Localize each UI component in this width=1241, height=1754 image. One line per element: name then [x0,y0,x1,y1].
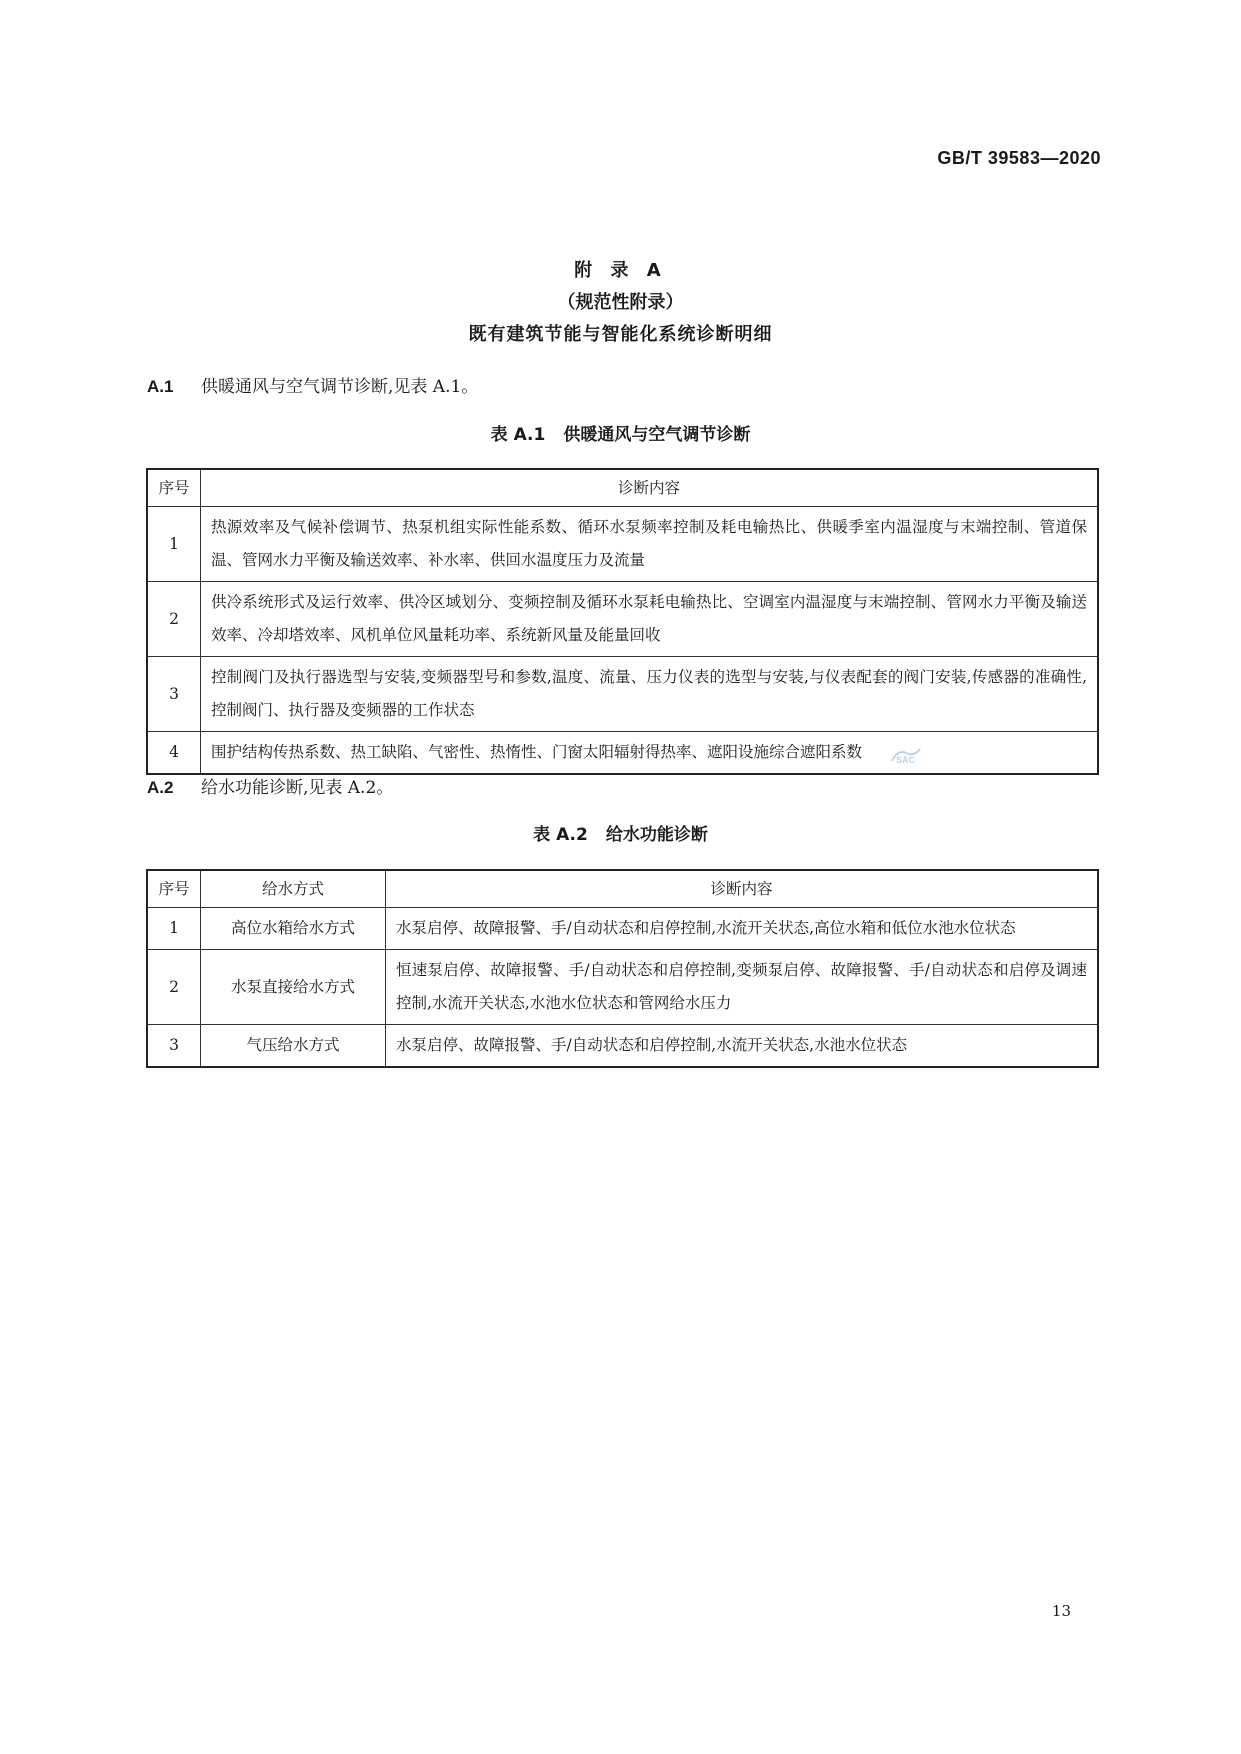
watermark-text: SAC [896,755,916,765]
table-a2-header-no: 序号 [147,870,201,908]
clause-a1-number: A.1 [147,377,174,396]
table-row [147,507,1098,582]
row-content: 水泵启停、故障报警、手/自动状态和启停控制,水流开关状态,高位水箱和低位水池水位状态 [386,908,1099,950]
sac-watermark-icon [890,745,922,765]
table-row [147,657,1098,732]
table-a2-header-mode: 给水方式 [201,870,386,908]
row-content: 水泵启停、故障报警、手/自动状态和启停控制,水流开关状态,水池水位状态 [386,1025,1099,1068]
table-a1-header-content: 诊断内容 [201,469,1099,507]
appendix-name: 既有建筑节能与智能化系统诊断明细 [468,324,773,345]
table-a1-title: 供暖通风与空气调节诊断 [563,425,751,445]
table-a2 [146,869,1099,1068]
row-supply-mode: 气压给水方式 [201,1025,386,1068]
row-content: 控制阀门及执行器选型与安装,变频器型号和参数,温度、流量、压力仪表的选型与安装,与仪表配套的阀门安装,传感器的准确性,控制阀门、执行器及变频器的工作状态 [201,657,1099,732]
table-row [147,908,1098,950]
clause-a1 [147,372,478,397]
row-number: 2 [147,582,201,657]
table-a1-header-row [147,469,1098,507]
table-a1-caption [0,420,1241,445]
table-row [147,950,1098,1025]
table-a2-caption [0,820,1241,845]
row-number: 3 [147,657,201,732]
row-content: 围护结构传热系数、热工缺陷、气密性、热惰性、门窗太阳辐射得热率、遮阳设施综合遮阳系数 [201,732,1099,775]
row-number: 1 [147,507,201,582]
row-content: 恒速泵启停、故障报警、手/自动状态和启停控制,变频泵启停、故障报警、手/自动状态和启停及调速控制,水流开关状态,水池水位状态和管网给水压力 [386,950,1099,1025]
table-a2-header-row [147,870,1098,908]
table-a1 [146,468,1099,775]
table-a1-number: 表 A.1 [490,425,546,445]
clause-a2-text: 给水功能诊断,见表 A.2。 [201,778,394,798]
table-row [147,582,1098,657]
table-row [147,1025,1098,1068]
appendix-type: （规范性附录） [557,292,684,313]
row-content: 供冷系统形式及运行效率、供冷区域划分、变频控制及循环水泵耗电输热比、空调室内温湿度与末端控制、管网水力平衡及输送效率、冷却塔效率、风机单位风量耗功率、系统新风量及能量回收 [201,582,1099,657]
row-number: 2 [147,950,201,1025]
row-supply-mode: 高位水箱给水方式 [201,908,386,950]
table-a2-title: 给水功能诊断 [605,825,708,845]
row-supply-mode: 水泵直接给水方式 [201,950,386,1025]
standard-number: GB/T 39583—2020 [937,148,1101,168]
appendix-title: 附 录 A [574,260,667,281]
table-a2-number: 表 A.2 [533,825,588,845]
table-a2-header-content: 诊断内容 [386,870,1099,908]
clause-a2-number: A.2 [147,778,174,797]
row-content: 热源效率及气候补偿调节、热泵机组实际性能系数、循环水泵频率控制及耗电输热比、供暖季室内温湿度与末端控制、管道保温、管网水力平衡及输送效率、补水率、供回水温度压力及流量 [201,507,1099,582]
row-number: 1 [147,908,201,950]
row-number: 4 [147,732,201,775]
row-number: 3 [147,1025,201,1068]
table-a1-header-no: 序号 [147,469,201,507]
clause-a2 [147,773,393,798]
page-number: 13 [1051,1602,1071,1620]
table-row [147,732,1098,775]
clause-a1-text: 供暖通风与空气调节诊断,见表 A.1。 [201,377,479,397]
